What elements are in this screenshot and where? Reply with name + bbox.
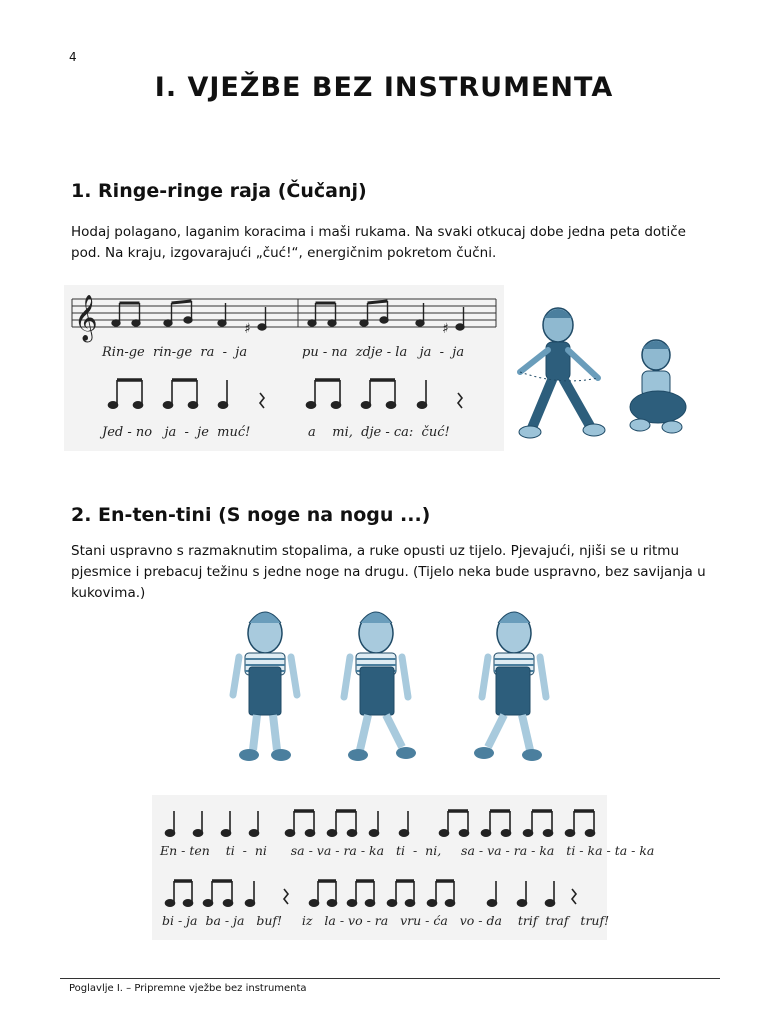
footer-divider bbox=[60, 978, 720, 979]
page-title: I. VJEŽBE BEZ INSTRUMENTA bbox=[154, 72, 614, 103]
svg-text:♯: ♯ bbox=[244, 321, 251, 337]
section-2-paragraph: Stani uspravno s razmaknutim stopalima, a ruke opusti uz tijelo. Pjevajući, njiši se u ritmu pjesmice i prebacuj težinu s jedne noge na drugu. (Tijelo neka bude uspravno, bez savijanja u kukovima.) bbox=[71, 543, 706, 601]
walking-child-illustration bbox=[508, 300, 608, 445]
music-example-2 bbox=[152, 795, 655, 940]
lyrics-2a: Jed - no ja - je muć! bbox=[102, 425, 251, 440]
treble-clef-icon: 𝄞 bbox=[74, 295, 98, 341]
rhythm-line-1 bbox=[109, 380, 463, 408]
standing-child-illustration-1 bbox=[225, 605, 305, 765]
rhythm-row-1 bbox=[166, 811, 595, 836]
standing-child-illustration-3 bbox=[470, 605, 550, 765]
lyrics-1a: Rin-ge rin-ge ra - ja bbox=[102, 345, 248, 360]
section-heading-1: 1. Ringe-ringe raja (Čučanj) bbox=[71, 180, 367, 202]
squatting-child-illustration bbox=[620, 335, 690, 440]
lyrics-2b: a mi, dje - ca: čuć! bbox=[308, 425, 450, 440]
footer-chapter-label: Poglavlje I. – Pripremne vježbe bez instrumenta bbox=[69, 983, 307, 994]
svg-text:♯: ♯ bbox=[442, 321, 449, 337]
lyrics-row-1: En - ten ti - ni sa - va - ra - ka ti - ni, sa - va - ra - ka ti - ka - ta - ka bbox=[160, 843, 655, 858]
lyrics-1b: pu - na zdje - la ja - ja bbox=[302, 345, 465, 360]
section-1-paragraph: Hodaj polagano, laganim koracima i maši rukama. Na svaki otkucaj dobe jedna peta dotiče pod. Na kraju, izgovarajući „čuć!“, energičnim pokretom čučni. bbox=[71, 224, 686, 261]
standing-child-illustration-2 bbox=[340, 605, 420, 765]
lyrics-row-2: bi - ja ba - ja buf! iz la - vo - ra vru - ća vo - da trif traf truf! bbox=[162, 913, 610, 928]
page-number: 4 bbox=[69, 50, 77, 64]
section-heading-2: 2. En-ten-tini (S noge na nogu ...) bbox=[71, 504, 431, 526]
rhythm-row-2 bbox=[166, 881, 577, 906]
music-example-1 bbox=[64, 285, 504, 451]
